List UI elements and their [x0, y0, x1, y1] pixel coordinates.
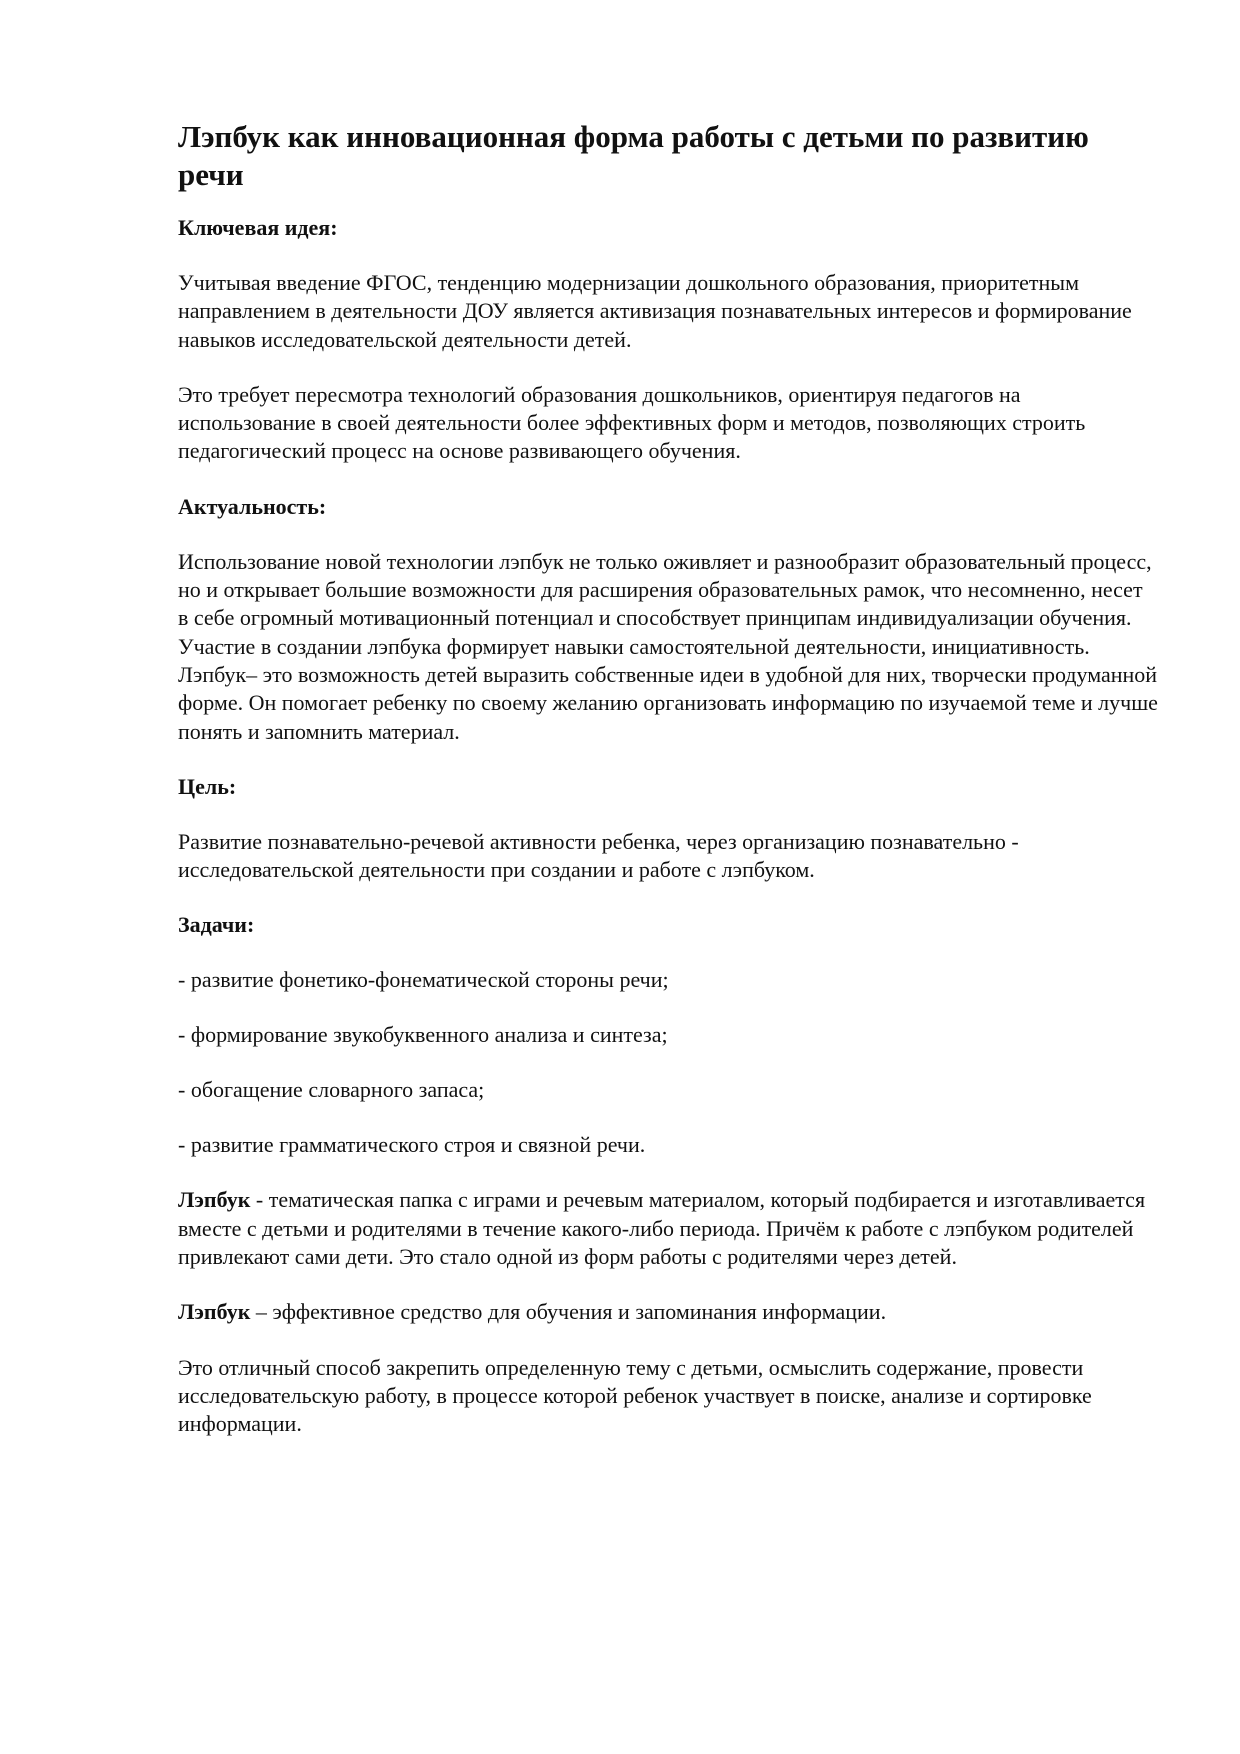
task-item: - обогащение словарного запаса; [178, 1077, 485, 1103]
key-idea-paragraph-1: Учитывая введение ФГОС, тенденцию модернизации дошкольного образования, приоритетным направлением в деятельности ДОУ является активизация познавательных интересов и формирование навыков исследовательской деятельности детей. [178, 270, 1132, 352]
section-key-idea [178, 214, 1158, 466]
section-goal [178, 773, 1158, 885]
key-idea-paragraph-2: Это требует пересмотра технологий образования дошкольников, ориентируя педагогов на использование в своей деятельности более эффективных форм и методов, позволяющих строить педагогический процесс на основе развивающего обучения. [178, 381, 1086, 464]
page-title: Лэпбук как инновационная форма работы с детьми по развитию речи [178, 119, 1089, 192]
relevance-heading: Актуальность: [178, 493, 327, 519]
section-relevance [178, 493, 1158, 746]
definition-paragraph-2 [178, 1298, 1158, 1326]
section-tasks [178, 911, 1158, 1159]
document-page [178, 118, 1158, 1466]
closing-paragraph: Это отличный способ закрепить определенную тему с детьми, осмыслить содержание, провести исследовательскую работу, в процессе которой ребенок участвует в поиске, анализе и сортировке информации. [178, 1354, 1092, 1437]
definition-term: Лэпбук [178, 1299, 251, 1325]
goal-paragraph: Развитие познавательно-речевой активности ребенка, через организацию познавательно - исследовательской деятельности при создании и работе с лэпбуком. [178, 828, 1019, 883]
definition-text: - тематическая папка с играми и речевым материалом, который подбирается и изготавливается вместе с детьми и родителями в течение какого-либо периода. Причём к работе с лэпбуком родителей привлекают сами дети. Это стало одной из форм работы с родителями через детей. [178, 1187, 1146, 1270]
definition-paragraph-1 [178, 1186, 1158, 1271]
task-item: - развитие фонетико-фонематической стороны речи; [178, 967, 669, 993]
task-item: - формирование звукобуквенного анализа и синтеза; [178, 1022, 668, 1048]
tasks-heading: Задачи: [178, 912, 255, 938]
relevance-paragraph: Использование новой технологии лэпбук не только оживляет и разнообразит образовательный процесс, но и открывает большие возможности для расширения образовательных рамок, что несомненно, несет в себе огромный мотивационный потенциал и способствует принципам индивидуализации обучения. Участие в создании лэпбука формирует навыки самостоятельной деятельности, инициативность. Лэпбук– это возможность детей выразить собственные идеи в удобной для них, творчески продуманной форме. Он помогает ребенку по своему желанию организовать информацию по изучаемой теме и лучше понять и запомнить материал. [178, 548, 1158, 744]
definition-term: Лэпбук [178, 1187, 251, 1213]
goal-heading: Цель: [178, 773, 237, 799]
key-idea-heading: Ключевая идея: [178, 215, 338, 240]
definition-text: – эффективное средство для обучения и запоминания информации. [250, 1299, 887, 1325]
task-item: - развитие грамматического строя и связной речи. [178, 1132, 646, 1158]
